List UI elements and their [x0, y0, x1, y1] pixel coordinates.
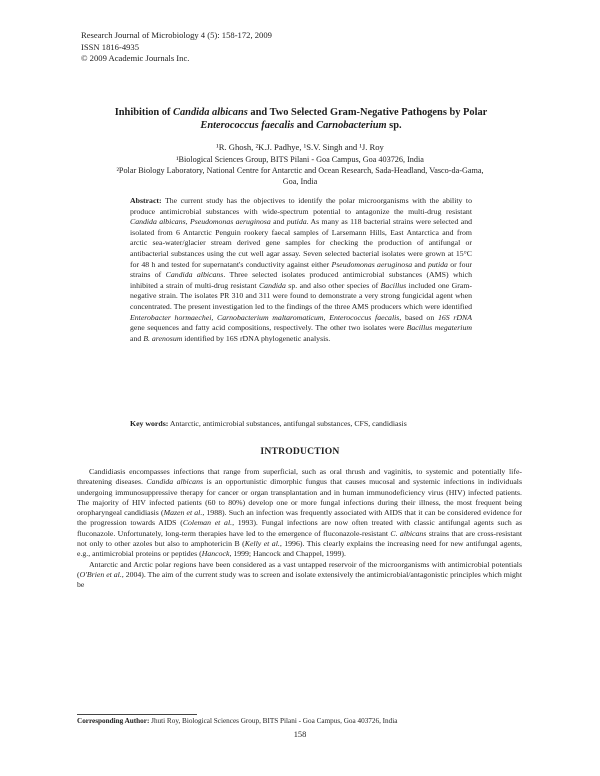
- footnote-divider: [77, 714, 197, 715]
- section-heading: INTRODUCTION: [260, 446, 340, 457]
- page-number: 158: [293, 730, 307, 739]
- journal-issn: ISSN 1816-4935: [81, 41, 140, 52]
- article-title: Inhibition of Candida albicans and Two Selected Gram-Negative Pathogens by Polar Enterococcus faecalis and Carnobacterium sp.: [114, 107, 488, 131]
- intro-paragraph-2: Antarctic and Arctic polar regions have been considered as a vast untapped reservoir of the microorganisms with antimicrobial potentials (O'Brien et al., 2004). The aim of the current study was to screen and isolate extensively the antimicrobial/antagonistic principles which might be: [77, 559, 522, 590]
- introduction-body: [77, 467, 522, 591]
- abstract: Abstract: The current study has the objectives to identify the polar microorganisms with the ability to produce antimicrobial substances with wide-spectrum potential to antagonize the multi-drug resistant Candida albicans, Pseudomonas aeruginosa and putida. As many as 118 bacterial strains were selected and isolated from 6 Antarctic Penguin rookery faecal samples of Larsemann Hills, East Antarctica and from arctic sea-water/glacier stream derived gene samples for checking the production of antifungal or antibacterial substances using the cut well agar assay. Seven selected bacterial isolates were grown at 15°C for 48 h and tested for supernatant's conductivity against either Pseudomonas aeruginosa and putida or four strains of Candida albicans. Three selected isolates produced antimicrobial substances (AMS) which inhibited a strain of multi-drug resistant Candida sp. and also other species of Bacillus included one Gram-negative strain. The isolates PR 310 and 311 were found to demonstrate a very strong fungicidal agent when concentrated. The present investigation led to the findings of the three AMS producers which were identified Enterobacter hormaechei, Carnobacterium maltaromaticum, Enterococcus faecalis, based on 16S rDNA gene sequences and fatty acid compositions, respectively. The other two isolates were Bacillus megaterium and B. arenosum identified by 16S rDNA phylogenetic analysis.: [130, 196, 473, 343]
- affiliations: [108, 154, 492, 188]
- journal-citation: Research Journal of Microbiology 4 (5): 158-172, 2009: [81, 30, 272, 40]
- journal-copyright: © 2009 Academic Journals Inc.: [81, 53, 190, 63]
- abstract-label: Abstract:: [130, 196, 162, 205]
- keywords-label: Key words:: [130, 419, 169, 428]
- journal-header: [81, 30, 381, 65]
- corresponding-author-label: Corresponding Author:: [77, 717, 150, 725]
- affiliation-1: ¹Biological Sciences Group, BITS Pilani - Goa Campus, Goa 403726, India: [176, 155, 424, 164]
- keywords: Key words: Antarctic, antimicrobial substances, antifungal substances, CFS, candidiasis: [130, 419, 407, 428]
- corresponding-author-note: Corresponding Author: Jhuti Roy, Biological Sciences Group, BITS Pilani - Goa Campus, Goa 403726, India: [77, 717, 398, 725]
- intro-paragraph-1: Candidiasis encompasses infections that range from superficial, such as oral thrush and vaginitis, to systemic and potentially life-threatening diseases. Candida albicans is an opportunistic dimorphic fungus that causes mucosal and systemic infections in individuals undergoing immunosuppressive therapy for cancer or organ transplantation and in human immunodeficiency virus (HIV) infected patients. The majority of HIV infected patients (60 to 80%) develop one or more fungal infections during their illness, the most frequent being oropharyngeal candidiasis (Mazen et al., 1988). Such an infection was frequently associated with AIDS that it can be considered evidence for the progression towards AIDS (Coleman et al., 1993). Fungal infections are now often treated with classic antifungal agents such as fluconazole. Unfortunately, long-term therapies have led to the emergence of fluconazole-resistant C. albicans strains that are cross-resistant not only to other azoles but also to amphotericin B (Kelly et al., 1996). This clearly explains the increasing need for new antifungal agents, e.g., antimicrobial proteins or peptides (Hancock, 1999; Hancock and Chappel, 1999).: [77, 467, 523, 559]
- author-list: ¹R. Ghosh, ²K.J. Padhye, ¹S.V. Singh and ¹J. Roy: [216, 142, 384, 152]
- affiliation-2: ²Polar Biology Laboratory, National Centre for Antarctic and Ocean Research, Sada-Headland, Vasco-da-Gama, Goa, India: [116, 166, 484, 187]
